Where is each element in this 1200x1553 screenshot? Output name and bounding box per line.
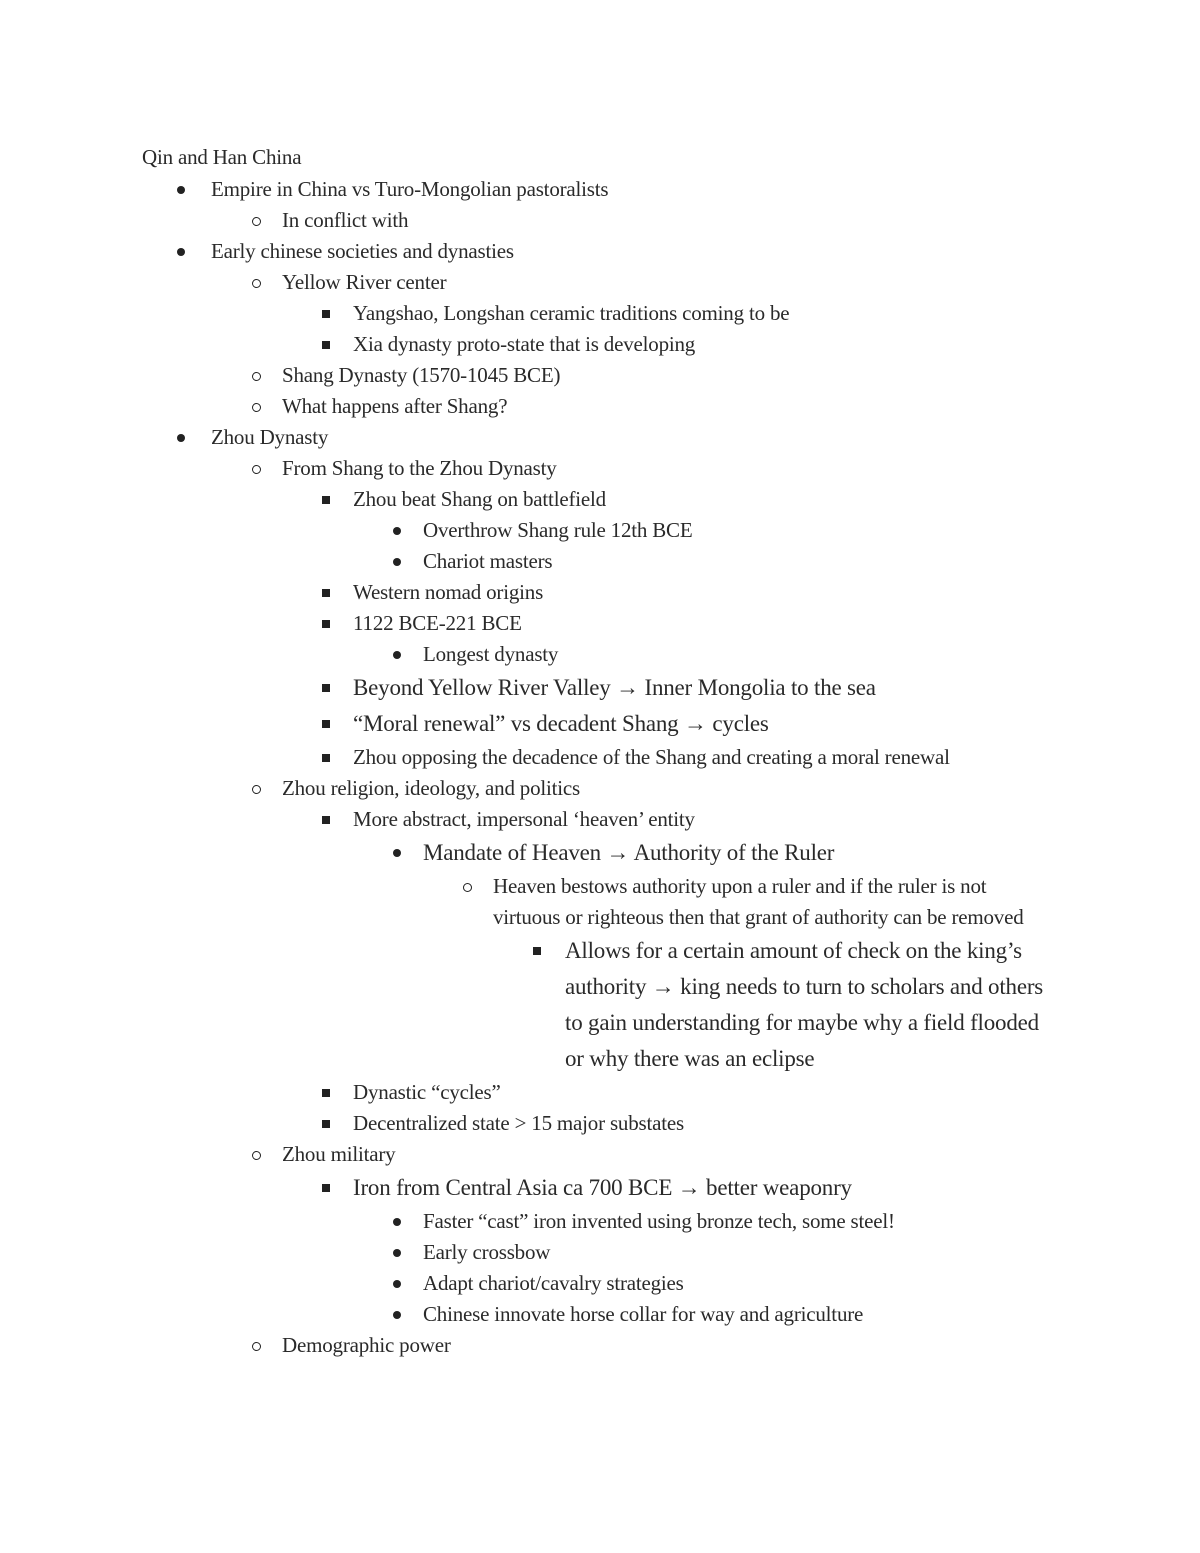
list-item [0, 670, 1200, 706]
list-item-text: What happens after Shang? [282, 394, 508, 418]
list-item-text: “Moral renewal” vs decadent Shang → cycles [353, 711, 769, 736]
list-item-text: Mandate of Heaven → Authority of the Ruler [423, 840, 835, 865]
square-bullet-icon [529, 933, 545, 969]
list-item-text: Chinese innovate horse collar for way and agriculture [423, 1302, 864, 1326]
disc-bullet-icon [389, 1206, 405, 1237]
circle-bullet-icon [248, 360, 264, 391]
list-item-text: Early crossbow [423, 1240, 551, 1264]
list-item [0, 546, 1200, 577]
list-item [0, 933, 1055, 1077]
list-item [0, 453, 1200, 484]
list-item-text: Yellow River center [282, 270, 447, 294]
square-bullet-icon [318, 1108, 334, 1139]
list-item-text: Allows for a certain amount of check on the king’s authority → king needs to turn to scholars and others to gain understanding for maybe why a field flooded or why there was an eclipse [565, 938, 1044, 1071]
list-item [0, 804, 1200, 835]
list-item [0, 639, 1200, 670]
list-item-text: Heaven bestows authority upon a ruler and if the ruler is not virtuous or righteous then that grant of authority can be removed [493, 874, 1024, 929]
list-item-text: Beyond Yellow River Valley → Inner Mongolia to the sea [353, 675, 876, 700]
list-item-text: Adapt chariot/cavalry strategies [423, 1271, 684, 1295]
square-bullet-icon [318, 706, 334, 742]
disc-bullet-icon [173, 174, 189, 205]
notes-outline [0, 174, 1200, 1361]
list-item-text: Decentralized state > 15 major substates [353, 1111, 684, 1135]
list-item [0, 329, 1200, 360]
circle-bullet-icon [459, 871, 475, 902]
list-item [0, 742, 1200, 773]
square-bullet-icon [318, 1170, 334, 1206]
list-item-text: Yangshao, Longshan ceramic traditions coming to be [353, 301, 790, 325]
list-item [0, 174, 1200, 205]
square-bullet-icon [318, 329, 334, 360]
list-item [0, 391, 1200, 422]
list-item [0, 1330, 1200, 1361]
disc-bullet-icon [389, 546, 405, 577]
list-item-text: Chariot masters [423, 549, 553, 573]
list-item [0, 1139, 1200, 1170]
list-item [0, 1077, 1200, 1108]
list-item [0, 515, 1200, 546]
page-title: Qin and Han China [142, 145, 302, 169]
square-bullet-icon [318, 577, 334, 608]
list-item [0, 773, 1200, 804]
circle-bullet-icon [248, 1330, 264, 1361]
disc-bullet-icon [389, 1268, 405, 1299]
square-bullet-icon [318, 670, 334, 706]
disc-bullet-icon [173, 236, 189, 267]
list-item-text: Dynastic “cycles” [353, 1080, 501, 1104]
list-item-text: Zhou Dynasty [211, 425, 329, 449]
list-item [0, 871, 1058, 933]
disc-bullet-icon [389, 1299, 405, 1330]
list-item [0, 422, 1200, 453]
square-bullet-icon [318, 484, 334, 515]
list-item-text: Zhou beat Shang on battlefield [353, 487, 606, 511]
disc-bullet-icon [389, 639, 405, 670]
square-bullet-icon [318, 742, 334, 773]
list-item-text: Early chinese societies and dynasties [211, 239, 514, 263]
square-bullet-icon [318, 1077, 334, 1108]
list-item-text: Faster “cast” iron invented using bronze tech, some steel! [423, 1209, 895, 1233]
list-item-text: From Shang to the Zhou Dynasty [282, 456, 557, 480]
list-item-text: Demographic power [282, 1333, 451, 1357]
list-item [0, 706, 1200, 742]
list-item-text: Zhou opposing the decadence of the Shang and creating a moral renewal [353, 745, 950, 769]
list-item [0, 1237, 1200, 1268]
square-bullet-icon [318, 298, 334, 329]
list-item-text: 1122 BCE-221 BCE [353, 611, 522, 635]
list-item-text: Empire in China vs Turo-Mongolian pastoralists [211, 177, 609, 201]
square-bullet-icon [318, 804, 334, 835]
circle-bullet-icon [248, 267, 264, 298]
list-item [0, 608, 1200, 639]
list-item [0, 484, 1200, 515]
list-item-text: Overthrow Shang rule 12th BCE [423, 518, 693, 542]
list-item-text: Shang Dynasty (1570-1045 BCE) [282, 363, 561, 387]
list-item [0, 1170, 1200, 1206]
list-item [0, 577, 1200, 608]
list-item [0, 360, 1200, 391]
list-item [0, 1299, 1200, 1330]
list-item-text: More abstract, impersonal ‘heaven’ entity [353, 807, 695, 831]
circle-bullet-icon [248, 773, 264, 804]
list-item [0, 205, 1200, 236]
disc-bullet-icon [389, 515, 405, 546]
disc-bullet-icon [389, 835, 405, 871]
list-item-text: Zhou religion, ideology, and politics [282, 776, 581, 800]
list-item [0, 298, 1200, 329]
circle-bullet-icon [248, 453, 264, 484]
list-item-text: Xia dynasty proto-state that is developing [353, 332, 696, 356]
list-item-text: Iron from Central Asia ca 700 BCE → better weaponry [353, 1175, 852, 1200]
circle-bullet-icon [248, 391, 264, 422]
list-item-text: Longest dynasty [423, 642, 559, 666]
list-item [0, 1108, 1200, 1139]
circle-bullet-icon [248, 205, 264, 236]
list-item [0, 1206, 1200, 1237]
list-item-text: Zhou military [282, 1142, 396, 1166]
circle-bullet-icon [248, 1139, 264, 1170]
list-item [0, 1268, 1200, 1299]
list-item-text: In conflict with [282, 208, 409, 232]
disc-bullet-icon [389, 1237, 405, 1268]
disc-bullet-icon [173, 422, 189, 453]
square-bullet-icon [318, 608, 334, 639]
list-item [0, 835, 1200, 871]
list-item [0, 236, 1200, 267]
list-item-text: Western nomad origins [353, 580, 544, 604]
list-item [0, 267, 1200, 298]
